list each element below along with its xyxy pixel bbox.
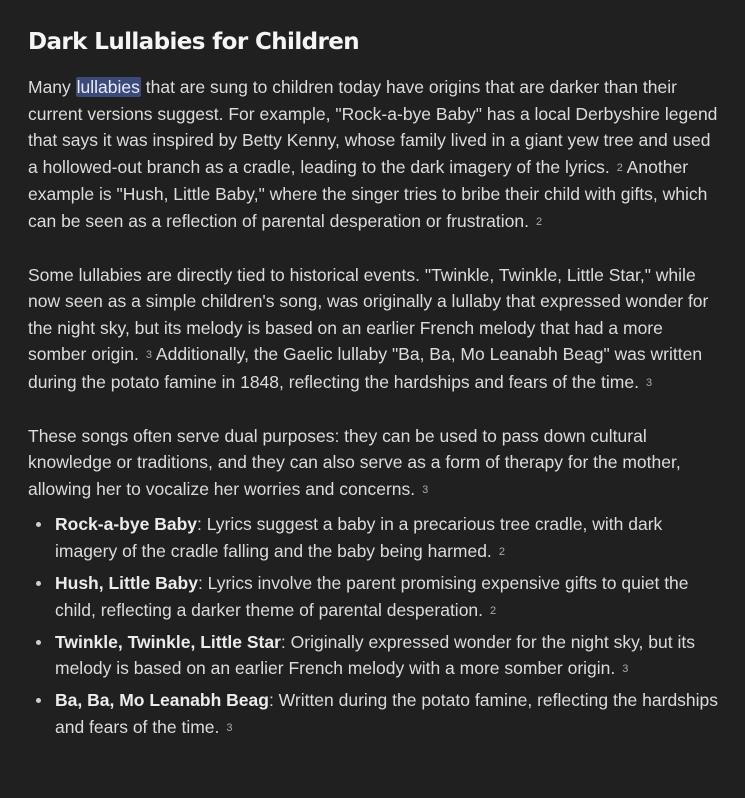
citation-link[interactable]: 2 [498,545,505,558]
paragraph-text: that are sung to children today have origins that are darker than their current versions suggest. For example, "Rock-a-bye Baby" has a local Derbyshire legend that says it was inspired by Betty Kenny, whose family lived in a giant yew tree and used a hollowed-out branch as a cradle, leading to the dark imagery of the lyrics. [28,77,718,177]
list-item-title: Ba, Ba, Mo Leanabh Beag [55,690,269,711]
list-item-text: : Lyrics involve the parent promising expensive gifts to quiet the child, reflecting a darker theme of parental desperation. [55,573,689,620]
bullet-icon [36,698,41,703]
citation-link[interactable]: 3 [422,483,429,496]
highlighted-term[interactable]: lullabies [76,77,140,97]
citation-link[interactable]: 3 [226,721,233,734]
list-item-text: : Lyrics suggest a baby in a precarious tree cradle, with dark imagery of the cradle falling and the baby being harmed. [55,514,663,561]
list-item [28,511,725,565]
citation-link[interactable]: 2 [490,604,497,617]
citation-link[interactable]: 3 [622,663,629,676]
bullet-icon [36,640,41,645]
bullet-icon [36,522,41,527]
paragraph-history [28,262,725,397]
lullaby-list [28,511,725,741]
paragraph-purposes [28,423,725,504]
list-item-text: : Written during the potato famine, reflecting the hardships and fears of the time. [55,690,719,737]
list-item-text: : Originally expressed wonder for the night sky, but its melody is based on an earlier French melody with a more somber origin. [55,631,695,679]
paragraph-text: Some lullabies are directly tied to historical events. "Twinkle, Twinkle, Little Star," while now seen as a simple children's song, was originally a lullaby that expressed wonder for the night sky, but its melody is based on an earlier French melody that had a more somber origin. [28,264,709,365]
paragraph-text: These songs often serve dual purposes: they can be used to pass down cultural knowledge or traditions, and they can also serve as a form of therapy for the mother, allowing her to vocalize her worries and concerns. [28,425,681,499]
list-item [28,570,725,624]
list-item [28,687,725,741]
paragraph-text: Another example is "Hush, Little Baby," where the singer tries to bribe their child with gifts, which can be seen as a reflection of parental desperation or frustration. [28,156,708,231]
list-item-title: Hush, Little Baby [55,573,198,593]
list-item-title: Twinkle, Twinkle, Little Star [55,631,281,652]
paragraph-origins [28,74,725,236]
list-item [28,629,725,683]
citation-link[interactable]: 3 [145,349,153,362]
list-item-title: Rock-a-bye Baby [55,514,197,535]
citation-link[interactable]: 3 [645,376,653,389]
bullet-icon [36,581,41,586]
paragraph-text: Many [28,77,76,97]
page-title: Dark Lullabies for Children [28,29,359,55]
citation-link[interactable]: 2 [536,215,543,228]
paragraph-text: Additionally, the Gaelic lullaby "Ba, Ba, Mo Leanabh Beag" was written during the potato famine in 1848, reflecting the hardships and fears of the time. [28,344,703,392]
citation-link[interactable]: 2 [616,161,623,174]
